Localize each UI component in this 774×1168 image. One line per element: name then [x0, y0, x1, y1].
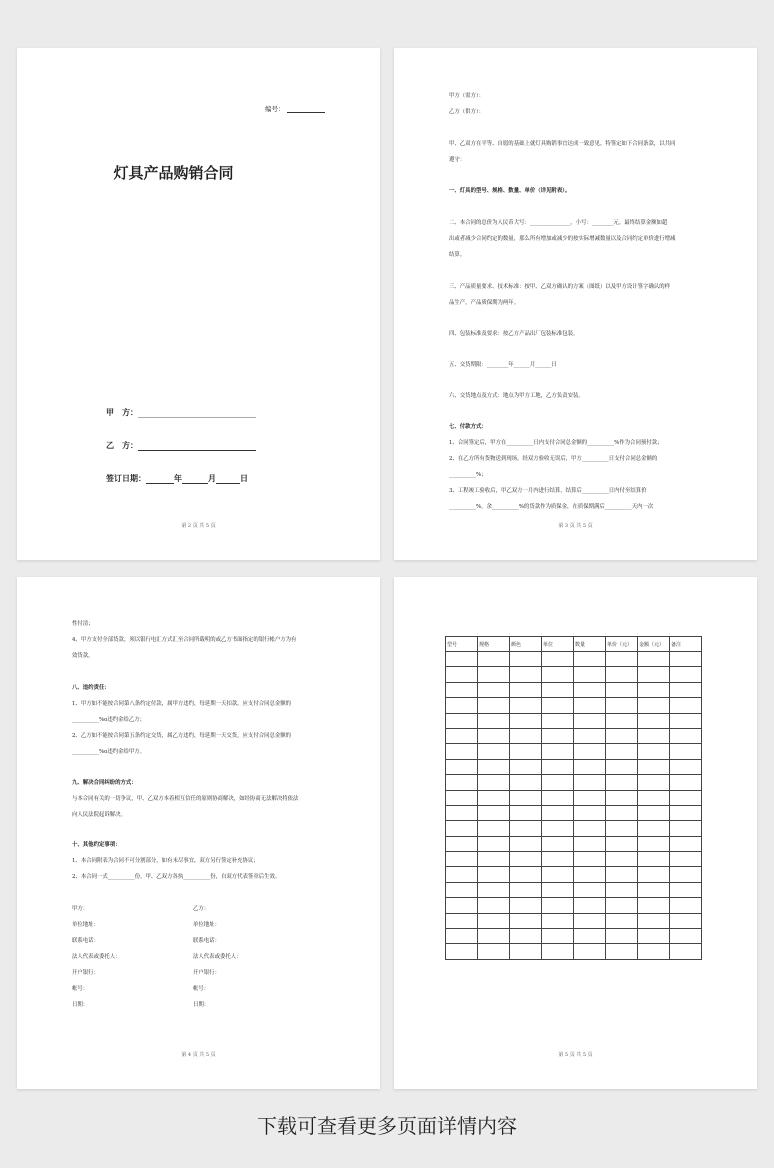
clause-1: 一、灯具的型号、规格、数量、单价（详见附表）。 [449, 188, 571, 194]
product-table-page [394, 577, 757, 1089]
table-cell [574, 913, 606, 928]
table-row [446, 898, 702, 913]
sign-b-party: 乙方： [193, 906, 210, 912]
table-cell [446, 821, 478, 836]
table-cell [542, 898, 574, 913]
payment-2: 2、在乙方所有货物送到现场，经双方验收无误后，甲方__________日支付合同总金额的 [449, 456, 658, 462]
table-cell [670, 682, 702, 697]
liability-2-line-2: __________%o违约金给甲方。 [72, 749, 146, 755]
table-cell [510, 852, 542, 867]
table-cell [638, 852, 670, 867]
table-header-row [446, 637, 702, 652]
sign-b-phone: 联系电话： [193, 938, 220, 944]
table-cell [478, 882, 510, 897]
table-cell [542, 744, 574, 759]
table-cell [638, 867, 670, 882]
table-cell [606, 929, 638, 944]
product-table [445, 636, 702, 960]
table-cell [574, 944, 606, 959]
table-cell [542, 728, 574, 743]
table-cell [606, 728, 638, 743]
table-cell [446, 713, 478, 728]
table-cell [606, 898, 638, 913]
payment-1: 1、合同签定后，甲方在__________日内支付合同总金额的__________%作为合同预付款； [449, 440, 663, 446]
liability-1-line-2: __________%o违约金给乙方； [72, 717, 146, 723]
table-cell [638, 728, 670, 743]
table-cell [446, 667, 478, 682]
table-header-cell: 颜色 [510, 637, 542, 652]
table-cell [670, 867, 702, 882]
clause-3-line-2: 品生产，产品质保期为两年。 [449, 300, 520, 306]
table-cell [542, 790, 574, 805]
table-cell [446, 775, 478, 790]
table-cell [574, 713, 606, 728]
table-cell [574, 775, 606, 790]
sign-b-rep: 法人代表或委托人： [193, 954, 242, 960]
sign-b-bank: 开户银行： [193, 970, 220, 976]
table-header-cell: 单位 [542, 637, 574, 652]
table-cell [670, 759, 702, 774]
table-cell [510, 805, 542, 820]
table-cell [574, 867, 606, 882]
table-cell [542, 836, 574, 851]
sign-a-party: 甲方： [72, 906, 89, 912]
table-cell [670, 728, 702, 743]
party-a-line [138, 409, 256, 418]
table-cell [446, 652, 478, 667]
clause-2-line-2: 出或者减少合同约定的数量，那么所有增加或减少的按实际增减数量以及合同约定单价进行增减 [449, 236, 676, 242]
table-cell [510, 728, 542, 743]
table-header-cell: 型号 [446, 637, 478, 652]
table-cell [510, 667, 542, 682]
sign-date-field [106, 473, 248, 484]
table-cell [446, 744, 478, 759]
table-cell [510, 882, 542, 897]
party-a-field [106, 407, 256, 418]
table-row [446, 713, 702, 728]
table-cell [574, 698, 606, 713]
table-cell [542, 759, 574, 774]
table-cell [510, 682, 542, 697]
table-cell [542, 913, 574, 928]
serial-line [287, 106, 325, 113]
table-cell [478, 929, 510, 944]
sign-date-label: 签订日期： [106, 473, 146, 483]
table-cell [606, 852, 638, 867]
table-cell [638, 944, 670, 959]
table-header-cell: 规格 [478, 637, 510, 652]
table-cell [670, 944, 702, 959]
table-cell [670, 698, 702, 713]
table-cell [542, 775, 574, 790]
sign-b-date: 日期： [193, 1002, 210, 1008]
table-cell [510, 698, 542, 713]
table-cell [606, 805, 638, 820]
table-cell [638, 713, 670, 728]
serial-number-field [265, 104, 325, 113]
sign-a-bank: 开户银行： [72, 970, 99, 976]
table-cell [670, 852, 702, 867]
table-row [446, 775, 702, 790]
table-cell [638, 698, 670, 713]
table-row [446, 728, 702, 743]
clause-6: 六、交货地点及方式：地点为甲方工地，乙方负责安装。 [449, 393, 584, 399]
table-cell [638, 836, 670, 851]
table-row [446, 744, 702, 759]
table-row [446, 652, 702, 667]
table-cell [446, 698, 478, 713]
table-cell [478, 852, 510, 867]
table-cell [638, 744, 670, 759]
clause-8: 八、违约责任： [72, 685, 110, 691]
table-cell [478, 652, 510, 667]
party-b-line-text: 乙方（供方）： [449, 109, 485, 115]
table-cell [478, 759, 510, 774]
table-cell [574, 852, 606, 867]
liability-2: 2、乙方如不能按合同第五条约定交货，属乙方违约，每延期一天交货，应支付合同总金额的 [72, 733, 292, 739]
sign-b-address: 单位地址： [193, 922, 220, 928]
table-cell [638, 821, 670, 836]
table-cell [446, 944, 478, 959]
dispute-text-2: 向人民法院起诉解决。 [72, 812, 126, 818]
table-cell [574, 728, 606, 743]
table-cell [446, 929, 478, 944]
table-cell [670, 713, 702, 728]
month-line [182, 475, 208, 484]
payment-3-line-2: __________%，余__________%的货款作为质保金，在质保期满后__________天内一次 [449, 504, 654, 510]
table-cell [478, 790, 510, 805]
table-cell [574, 821, 606, 836]
table-cell [542, 805, 574, 820]
payment-4-line-2: 效货款。 [72, 653, 94, 659]
table-cell [446, 852, 478, 867]
table-cell [574, 682, 606, 697]
table-cell [542, 652, 574, 667]
page-number: 第 2 页 共 5 页 [181, 523, 216, 529]
table-cell [606, 882, 638, 897]
payment-4: 4、甲方支付全部货款，须以银行电汇方式汇至合同所载明的或乙方书面指定的银行帐户方为有 [72, 637, 297, 643]
table-cell [478, 713, 510, 728]
table-cell [670, 836, 702, 851]
table-cell [606, 944, 638, 959]
table-cell [510, 790, 542, 805]
table-cell [542, 944, 574, 959]
table-cell [478, 667, 510, 682]
table-cell [606, 667, 638, 682]
table-row [446, 667, 702, 682]
table-row [446, 882, 702, 897]
sign-a-account: 帐号： [72, 986, 89, 992]
table-header-cell: 备注 [670, 637, 702, 652]
table-cell [446, 759, 478, 774]
table-cell [446, 682, 478, 697]
table-cell [542, 698, 574, 713]
cover-page [17, 48, 380, 560]
party-a-line-text: 甲方（需方）： [449, 93, 485, 99]
table-cell [478, 728, 510, 743]
table-cell [510, 821, 542, 836]
table-cell [606, 836, 638, 851]
table-cell [670, 821, 702, 836]
table-cell [606, 744, 638, 759]
table-cell [542, 929, 574, 944]
contract-page-liability [17, 577, 380, 1089]
payment-3: 3、工程竣工验收后，甲乙双方一月内进行结算，结算后__________日内付至结算价 [449, 488, 647, 494]
table-cell [478, 913, 510, 928]
table-cell [510, 898, 542, 913]
table-cell [670, 744, 702, 759]
sign-a-address: 单位地址： [72, 922, 99, 928]
intro-text: 甲、乙双方在平等、自愿的基础上就灯具购销事宜达成一致意见，特签定如下合同条款，以共同 [449, 141, 676, 147]
table-cell [606, 790, 638, 805]
table-header-cell: 金额（元） [638, 637, 670, 652]
table-cell [606, 775, 638, 790]
table-row [446, 821, 702, 836]
table-cell [606, 713, 638, 728]
page-number: 第 4 页 共 5 页 [181, 1052, 216, 1058]
page-number: 第 5 页 共 5 页 [558, 1052, 593, 1058]
table-cell [510, 867, 542, 882]
table-cell [574, 759, 606, 774]
table-cell [574, 882, 606, 897]
table-cell [574, 790, 606, 805]
table-cell [446, 898, 478, 913]
table-row [446, 836, 702, 851]
day-line [216, 475, 240, 484]
table-cell [670, 882, 702, 897]
table-header-cell: 数量 [574, 637, 606, 652]
year-label: 年 [174, 473, 182, 483]
table-cell [670, 913, 702, 928]
liability-1: 1、甲方如不能按合同第八条约定付款，属甲方违约，每延期一天扣款，应支付合同总金额的 [72, 701, 292, 707]
table-cell [638, 759, 670, 774]
table-cell [542, 713, 574, 728]
table-cell [510, 929, 542, 944]
table-row [446, 867, 702, 882]
table-cell [478, 821, 510, 836]
table-cell [478, 775, 510, 790]
table-cell [638, 913, 670, 928]
sign-a-phone: 联系电话： [72, 938, 99, 944]
table-cell [510, 775, 542, 790]
party-b-field [106, 440, 256, 451]
contract-title: 灯具产品购销合同 [113, 164, 234, 182]
table-row [446, 790, 702, 805]
table-cell [510, 836, 542, 851]
clause-7: 七、付款方式： [449, 424, 487, 430]
table-cell [478, 744, 510, 759]
sign-b-account: 帐号： [193, 986, 210, 992]
table-cell [638, 790, 670, 805]
table-cell [510, 913, 542, 928]
table-cell [670, 775, 702, 790]
table-cell [446, 790, 478, 805]
table-cell [606, 698, 638, 713]
table-cell [574, 652, 606, 667]
table-cell [446, 913, 478, 928]
table-cell [542, 852, 574, 867]
page-number: 第 3 页 共 5 页 [558, 523, 593, 529]
party-b-line [138, 442, 256, 451]
other-1: 1、本合同附表为合同不可分割部分，如有未尽事宜，双方另行签定补充协议； [72, 858, 259, 864]
clause-2-line-3: 结算。 [449, 252, 466, 258]
payment-cont: 性付清； [72, 621, 94, 627]
table-cell [606, 759, 638, 774]
table-header-cell: 单价（元） [606, 637, 638, 652]
table-cell [478, 805, 510, 820]
intro-text-2: 遵守： [449, 157, 466, 163]
table-cell [510, 759, 542, 774]
clause-3: 三、产品质量要求、技术标准：按甲、乙双方确认的方案（图纸）以及甲方设计签字确认的样 [449, 284, 671, 290]
table-cell [670, 898, 702, 913]
table-cell [670, 652, 702, 667]
party-a-label: 甲 方： [106, 407, 138, 417]
table-cell [606, 821, 638, 836]
table-cell [606, 913, 638, 928]
table-cell [510, 652, 542, 667]
table-cell [510, 944, 542, 959]
table-row [446, 944, 702, 959]
table-row [446, 929, 702, 944]
table-cell [670, 929, 702, 944]
table-cell [638, 652, 670, 667]
table-cell [606, 867, 638, 882]
table-cell [542, 867, 574, 882]
table-cell [638, 667, 670, 682]
table-cell [574, 836, 606, 851]
table-cell [542, 882, 574, 897]
sign-a-rep: 法人代表或委托人： [72, 954, 121, 960]
table-cell [478, 944, 510, 959]
contract-page-terms [394, 48, 757, 560]
table-cell [510, 713, 542, 728]
table-cell [446, 805, 478, 820]
month-label: 月 [208, 473, 216, 483]
table-cell [574, 805, 606, 820]
clause-9: 九、解决合同纠纷的方式： [72, 780, 137, 786]
table-cell [478, 836, 510, 851]
dispute-text: 与本合同有关的一切争议，甲、乙双方本着相互信任的原则协商解决，如经协商无法解决将依法 [72, 796, 299, 802]
table-cell [446, 836, 478, 851]
table-cell [478, 682, 510, 697]
table-cell [542, 682, 574, 697]
table-cell [606, 652, 638, 667]
day-label: 日 [240, 473, 248, 483]
table-cell [446, 882, 478, 897]
serial-label: 编号： [265, 105, 285, 113]
table-row [446, 759, 702, 774]
table-row [446, 913, 702, 928]
other-2: 2、本合同一式__________份，甲、乙双方各执__________份，自双方代表签章后生效。 [72, 874, 281, 880]
table-cell [574, 744, 606, 759]
clause-10: 十、其他约定事项： [72, 842, 121, 848]
table-cell [638, 929, 670, 944]
year-line [146, 475, 174, 484]
table-cell [478, 867, 510, 882]
table-cell [670, 805, 702, 820]
payment-2-line-2: __________%； [449, 472, 487, 478]
table-cell [574, 898, 606, 913]
table-cell [542, 821, 574, 836]
table-cell [638, 805, 670, 820]
table-cell [638, 898, 670, 913]
table-cell [542, 667, 574, 682]
table-cell [446, 728, 478, 743]
table-cell [638, 882, 670, 897]
table-cell [574, 929, 606, 944]
download-caption: 下载可查看更多页面详情内容 [257, 1114, 517, 1138]
table-cell [478, 698, 510, 713]
table-row [446, 852, 702, 867]
table-cell [670, 667, 702, 682]
table-cell [670, 790, 702, 805]
table-row [446, 698, 702, 713]
party-b-label: 乙 方： [106, 440, 138, 450]
table-cell [510, 744, 542, 759]
table-cell [574, 667, 606, 682]
table-row [446, 805, 702, 820]
table-cell [638, 775, 670, 790]
table-cell [478, 898, 510, 913]
clause-2: 二、本合同的总价为人民币大写：_______________，小写：________元。最终结算金额如超 [449, 220, 668, 226]
table-cell [446, 867, 478, 882]
clause-4: 四、包装标准及要求：按乙方产品出厂包装标准包装。 [449, 331, 579, 337]
table-cell [606, 682, 638, 697]
clause-5: 五、交货期限：________年______月______日 [449, 362, 557, 368]
sign-a-date: 日期： [72, 1002, 89, 1008]
table-row [446, 682, 702, 697]
table-cell [638, 682, 670, 697]
